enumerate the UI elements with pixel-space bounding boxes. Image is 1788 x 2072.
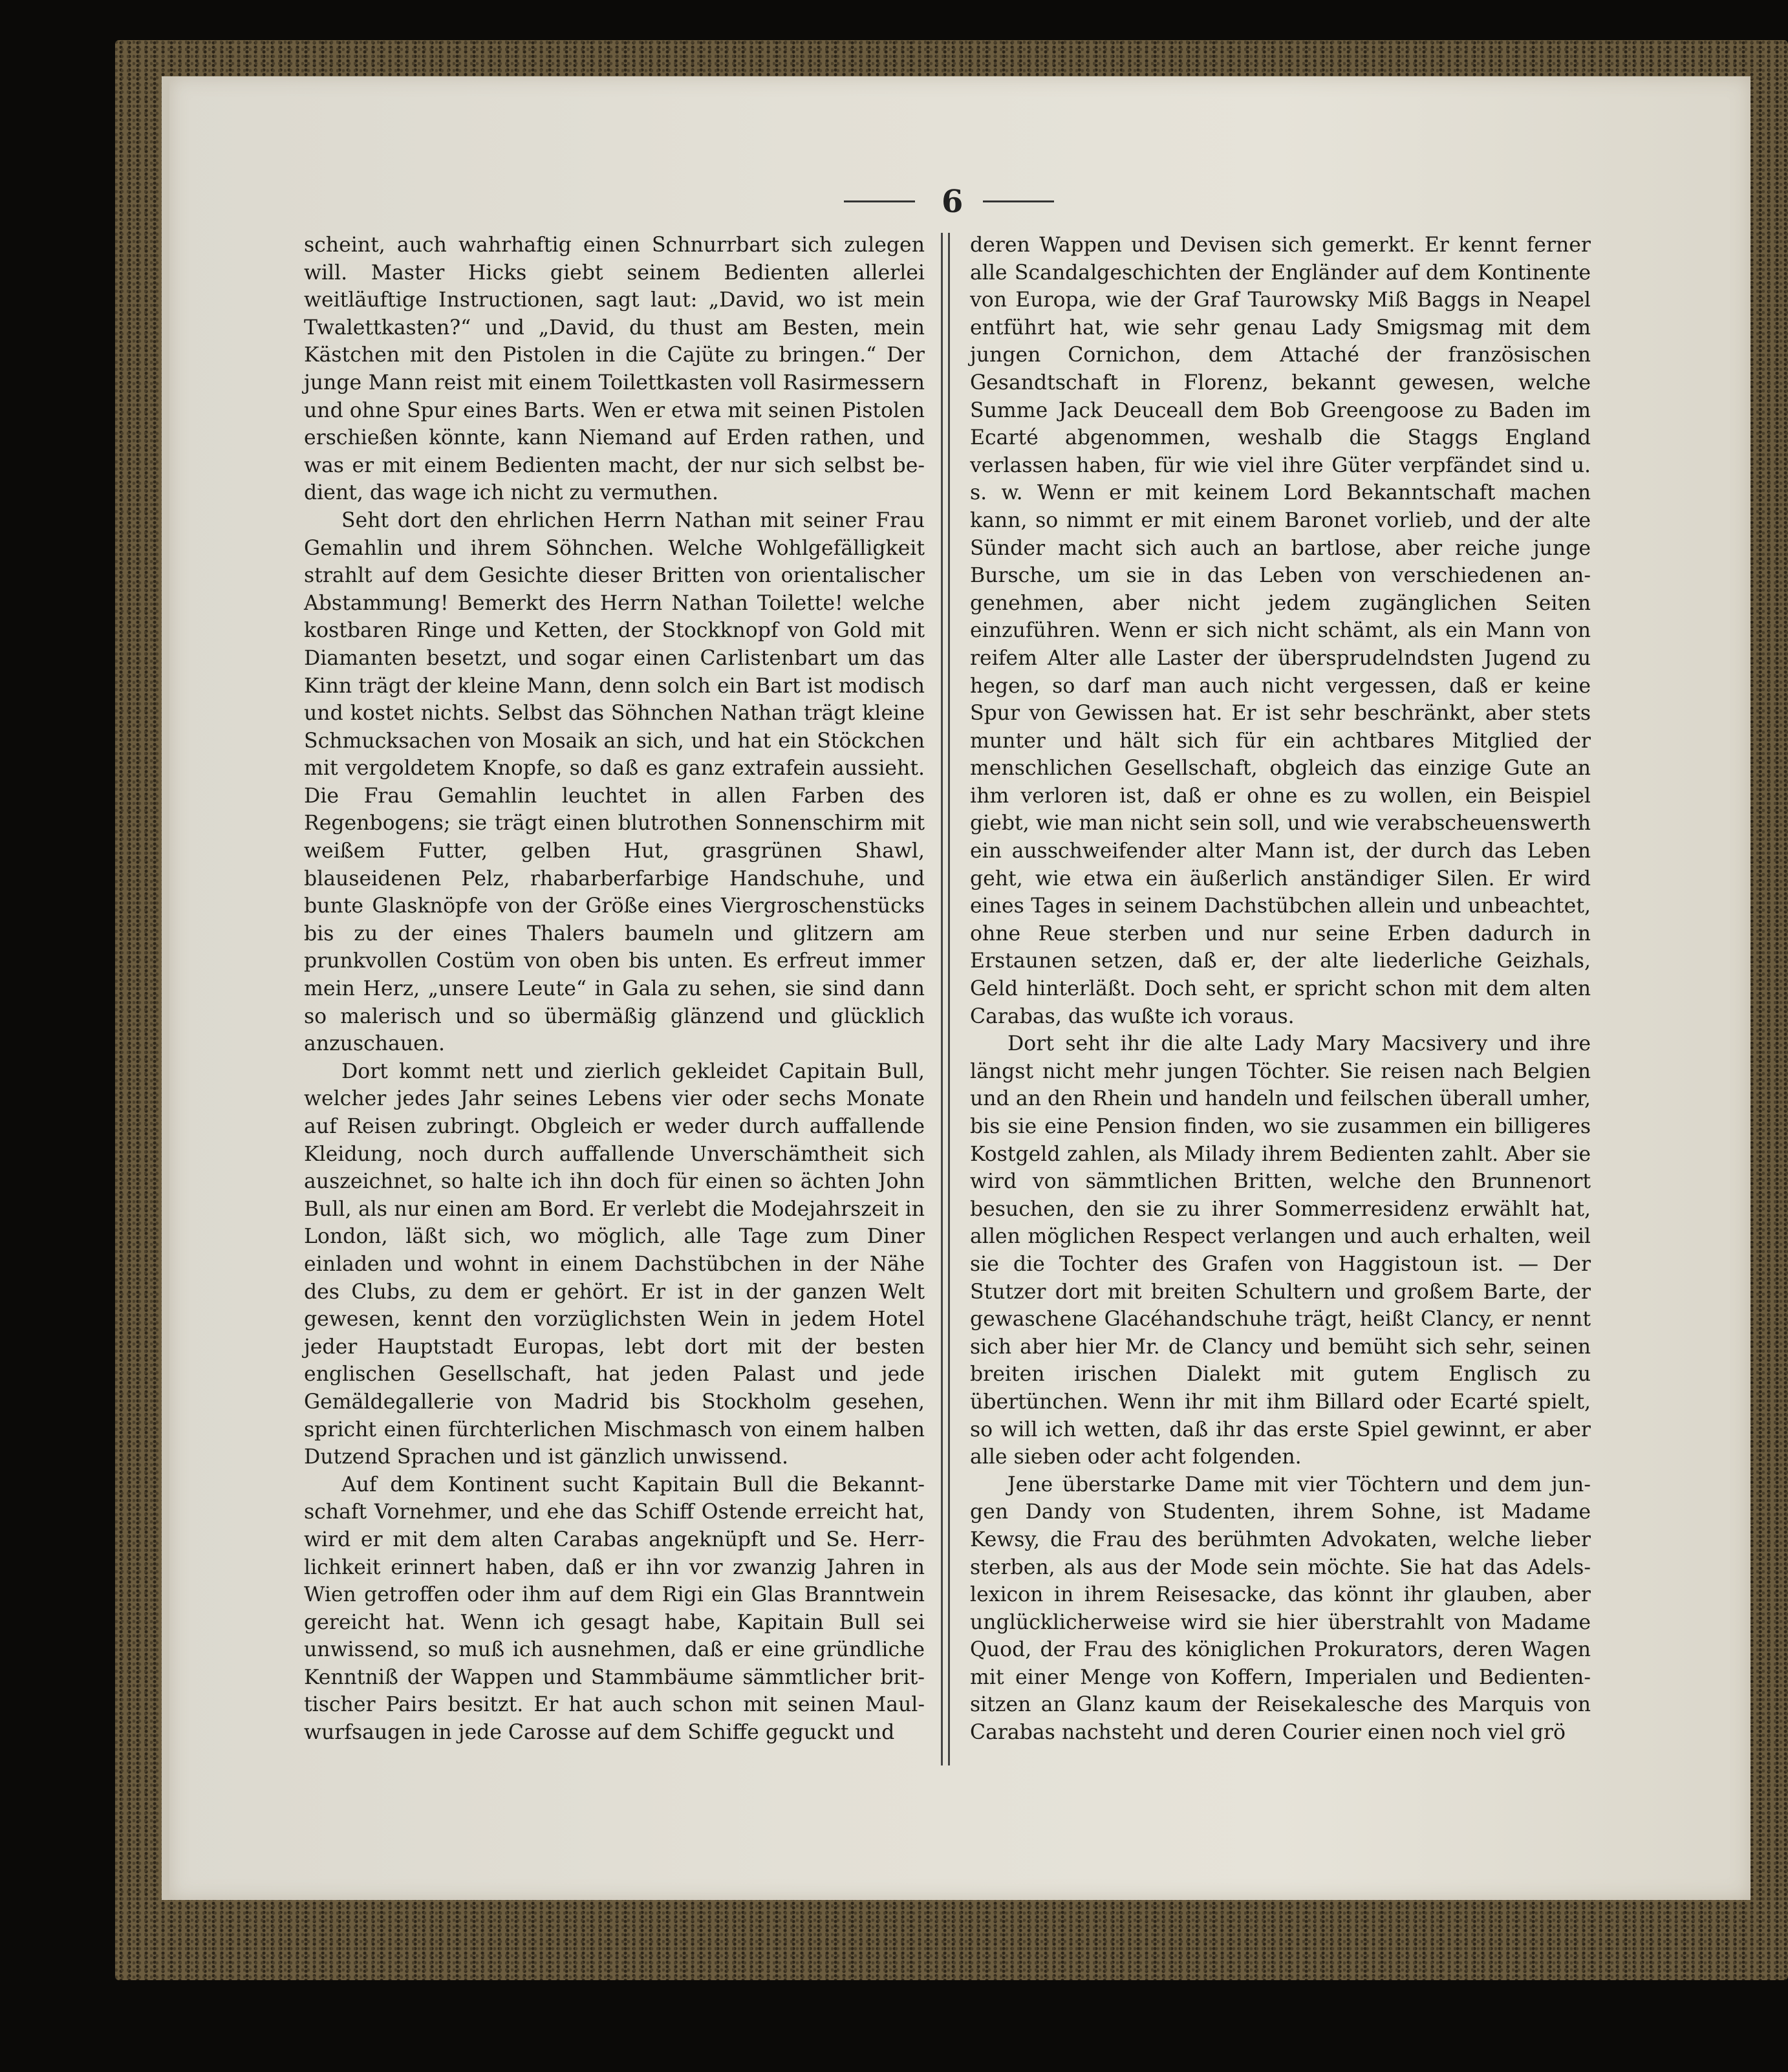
paragraph: Seht dort den ehrlichen Herrn Nathan mit seiner Frau Gemahlin und ihrem Söhnchen. Welche Wohlgefälligkeit strahlt auf dem Gesichte dieser Britten von orientalischer Abstammung! Bemerkt des Herrn Nathan Toilette! welche kostbaren Ringe und Ketten, der Stockknopf von Gold mit Diamanten besetzt, und sogar einen Carlistenbart um das Kinn trägt der kleine Mann, denn solch ein Bart ist modisch und kostet nichts. Selbst das Söhnchen Nathan trägt kleine Schmucksachen von Mosaik an sich, und hat ein Stöckchen mit vergoldetem Knopfe, so daß es ganz extrafein aussieht. Die Frau Gemahlin leuchtet in allen Farben des Regenbogens; sie trägt einen blutrothen Sonnenschirm mit weißem Futter, gelben Hut, grasgrünen Shawl, blauseidenen Pelz, rhabarberfarbige Handschuhe, und bunte Glasknöpfe von der Größe eines Viergroschenstücks bis zu der eines Thalers baumeln und glitzern am prunkvollen Costüm von oben bis unten. Es erfreut immer mein Herz, „unsere Leute“ in Gala zu sehen, sie sind dann so malerisch und so übermäßig glänzend und glücklich anzuschauen. (304, 508, 925, 1056)
page-number: 6 (942, 184, 964, 220)
paragraph: Auf dem Kontinent sucht Kapitain Bull die Bekanntschaft Vornehmer, und ehe das Schiff Ostende erreicht hat, wird er mit dem alten Carabas angeknüpft und Se. Herrlichkeit erinnert haben, daß er ihn vor zwanzig Jahren in Wien getroffen oder ihm auf dem Rigi ein Glas Branntwein gereicht hat. Wenn ich gesagt habe, Kapitain Bull sei unwissend, so muß ich ausnehmen, daß er eine gründliche Kenntniß der Wappen und Stammbäume sämmtlicher brittischer Pairs besitzt. Er hat auch schon mit seinen Maulwurfsaugen in jede Carosse auf dem Schiffe geguckt und (304, 1473, 925, 1745)
paragraph: Dort seht ihr die alte Lady Mary Macsivery und ihre längst nicht mehr jungen Töchter. Sie reisen nach Belgien und an den Rhein und handeln und feilschen überall umher, bis sie eine Pension finden, wo sie zusammen ein billigeres Kostgeld zahlen, als Milady ihrem Bedienten zahlt. Aber sie wird von sämmtlichen Britten, welche den Brunnenort besuchen, den sie zu ihrer Sommerresidenz erwählt hat, allen möglichen Respect verlangen und auch erhalten, weil sie die Tochter des Grafen von Haggistoun ist. — Der Stutzer dort mit breiten Schultern und großem Barte, der gewaschene Glacéhandschuhe trägt, heißt Clancy, er nennt sich aber hier Mr. de Clancy und bemüht sich sehr, seinen breiten irischen Dialekt mit gutem Englisch zu übertünchen. Wenn ihr mit ihm Billard oder Ecarté spielt, so will ich wetten, daß ihr das erste Spiel gewinnt, er aber alle sieben oder acht folgenden. (970, 1032, 1591, 1469)
paragraph: deren Wappen und Devisen sich gemerkt. Er kennt ferner alle Scandalgeschichten der Engländer auf dem Kontinente von Europa, wie der Graf Taurowsky Miß Baggs in Neapel entführt hat, wie sehr genau Lady Smigsmag mit dem jungen Cornichon, dem Attaché der französischen Gesandtschaft in Florenz, bekannt gewesen, welche Summe Jack Deuceall dem Bob Greengoose zu Baden im Ecarté abgenommen, weshalb die Staggs England verlassen haben, für wie viel ihre Güter verpfändet sind u. s. w. Wenn er mit keinem Lord Bekanntschaft machen kann, so nimmt er mit einem Baronet vorlieb, und der alte Sünder macht sich auch an bartlose, aber reiche junge Bursche, um sie in das Leben von verschiedenen angenehmen, aber nicht jedem zugänglichen Seiten einzuführen. Wenn er sich nicht schämt, als ein Mann von reifem Alter alle Laster der übersprudelndsten Jugend zu hegen, so darf man auch nicht vergessen, daß er keine Spur von Gewissen hat. Er ist sehr beschränkt, aber stets munter und hält sich für ein achtbares Mitglied der menschlichen Gesellschaft, obgleich das einzige Gute an ihm verloren ist, daß er ohne es zu wollen, ein Beispiel giebt, wie man nicht sein soll, und wie verabscheuenswerth ein ausschweifender alter Mann ist, der durch das Leben geht, wie etwa ein äußerlich anständiger Silen. Er wird eines Tages in seinem Dachstübchen allein und unbeachtet, ohne Reue sterben und nur seine Erben dadurch in Erstaunen setzen, daß er, der alte liederliche Geizhals, Geld hinterläßt. Doch seht, er spricht schon mit dem alten Carabas, das wußte ich voraus. (970, 233, 1591, 1028)
paragraph: scheint, auch wahrhaftig einen Schnurrbart sich zulegen will. Master Hicks giebt seinem Bedienten allerlei weitläuftige Instructionen, sagt laut: „David, wo ist mein Twalettkasten?“ und „David, du thust am Besten, mein Kästchen mit den Pistolen in die Cajüte zu bringen.“ Der junge Mann reist mit einem Toilettkasten voll Rasirmessern und ohne Spur eines Barts. Wen er etwa mit seinen Pistolen erschießen könnte, kann Niemand auf Erden rathen, und was er mit einem Bedienten macht, der nur sich selbst bedient, das wage ich nicht zu vermuthen. (304, 233, 925, 505)
column-divider (941, 233, 950, 1765)
header-rule-left (844, 200, 915, 202)
header-rule-right (983, 200, 1054, 202)
left-column (304, 232, 925, 1747)
paragraph: Dort kommt nett und zierlich gekleidet Capitain Bull, welcher jedes Jahr seines Lebens vier oder sechs Monate auf Reisen zubringt. Obgleich er weder durch auffallende Kleidung, noch durch auffallende Unverschämtheit sich auszeichnet, so halte ich ihn doch für einen so ächten John Bull, als nur einen am Bord. Er verlebt die Modejahrszeit in London, läßt sich, wo möglich, alle Tage zum Diner einladen und wohnt in einem Dachstübchen in der Nähe des Clubs, zu dem er gehört. Er ist in der ganzen Welt gewesen, kennt den vorzüglichsten Wein in jedem Hotel jeder Hauptstadt Europas, lebt dort mit der besten englischen Gesellschaft, hat jeden Palast und jede Gemäldegallerie von Madrid bis Stockholm gesehen, spricht einen fürchterlichen Mischmasch von einem halben Dutzend Sprachen und ist gänzlich unwissend. (304, 1059, 925, 1469)
right-column (970, 232, 1591, 1747)
paragraph: Jene überstarke Dame mit vier Töchtern und dem jungen Dandy von Studenten, ihrem Sohne, ist Madame Kewsy, die Frau des berühmten Advokaten, welche lieber sterben, als aus der Mode sein möchte. Sie hat das Adelslexicon in ihrem Reisesacke, das könnt ihr glauben, aber unglücklicherweise wird sie hier überstrahlt von Madame Quod, der Frau des königlichen Prokurators, deren Wagen mit einer Menge von Koffern, Imperialen und Bedientensitzen an Glanz kaum der Reisekalesche des Marquis von Carabas nachsteht und deren Courier einen noch viel grö (970, 1473, 1591, 1745)
